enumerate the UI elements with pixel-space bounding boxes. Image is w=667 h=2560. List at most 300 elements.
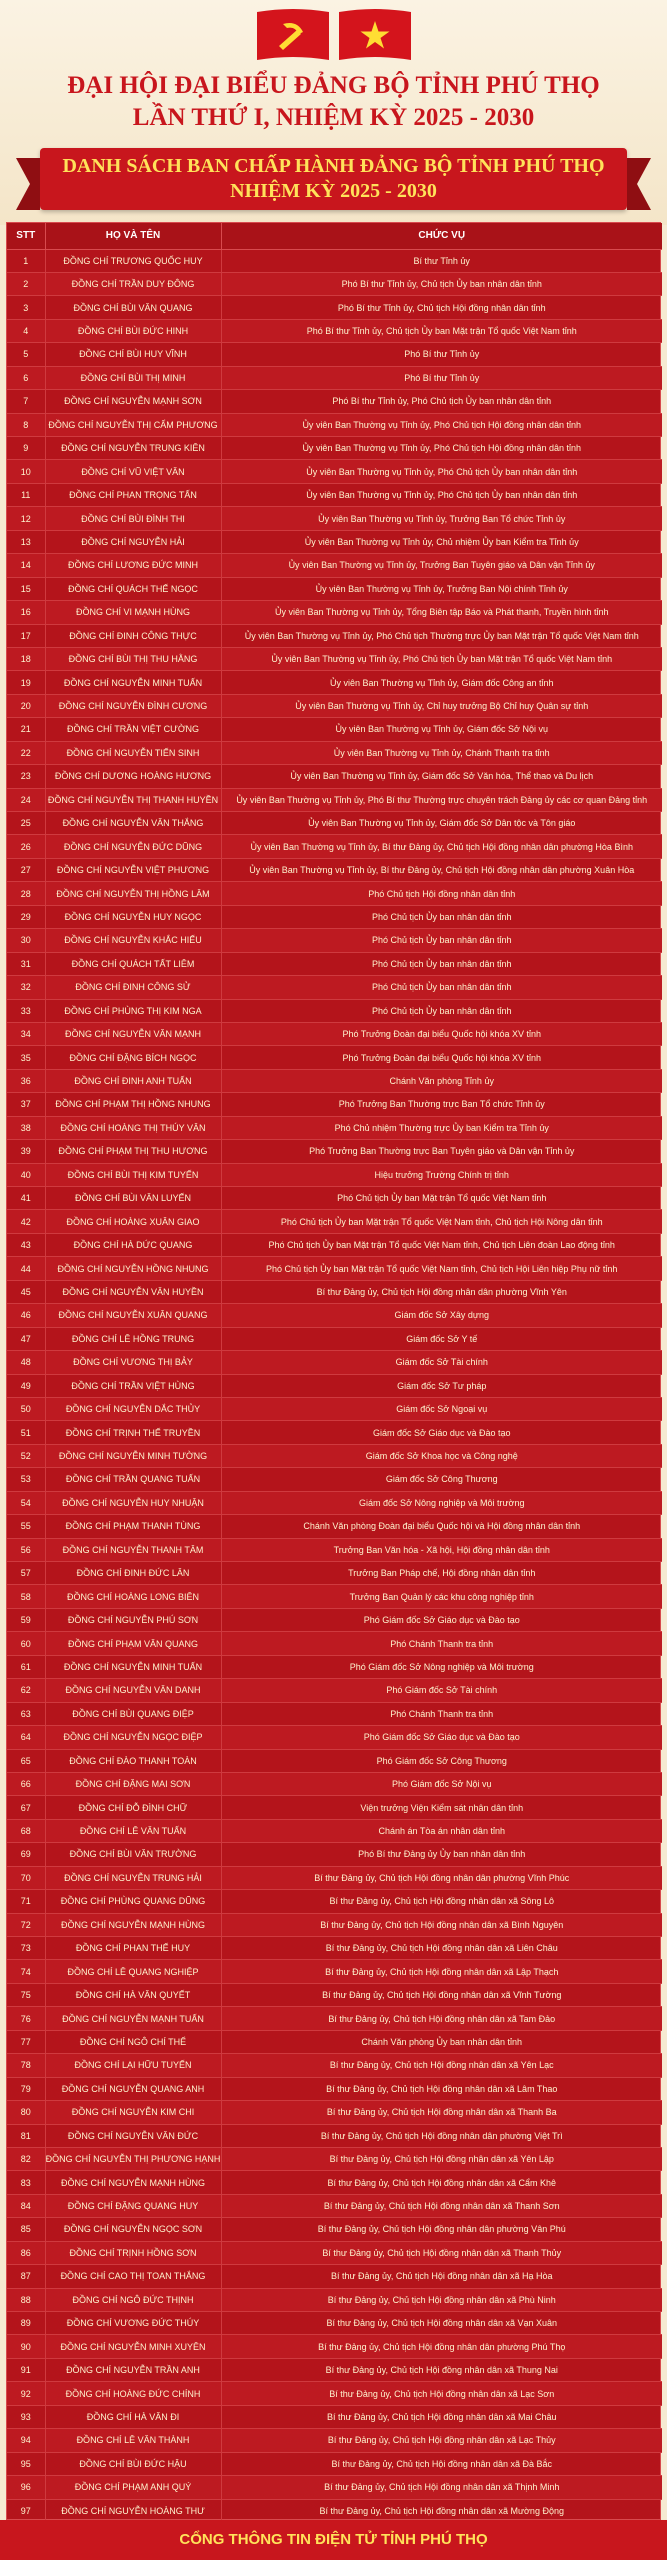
table-row xyxy=(7,1515,662,1538)
row-stt: 10 xyxy=(7,460,45,483)
row-name: ĐỒNG CHÍ ĐINH CÔNG SỬ xyxy=(45,976,221,999)
table-row xyxy=(7,460,662,483)
table-row xyxy=(7,647,662,670)
row-name: ĐỒNG CHÍ LÊ HỒNG TRUNG xyxy=(45,1327,221,1350)
row-name: ĐỒNG CHÍ NGUYỄN TRUNG HẢI xyxy=(45,1866,221,1889)
table-row xyxy=(7,718,662,741)
row-name: ĐỒNG CHÍ ĐINH ANH TUẤN xyxy=(45,1069,221,1092)
row-stt: 19 xyxy=(7,671,45,694)
row-stt: 50 xyxy=(7,1397,45,1420)
table-row xyxy=(7,366,662,389)
row-position: Phó Chủ tịch Ủy ban nhân dân tỉnh xyxy=(221,976,662,999)
table-row xyxy=(7,507,662,530)
row-stt: 54 xyxy=(7,1491,45,1514)
row-name: ĐỒNG CHÍ HÀ DỨC QUANG xyxy=(45,1233,221,1256)
row-stt: 15 xyxy=(7,577,45,600)
row-name: ĐỒNG CHÍ VŨ VIỆT VĂN xyxy=(45,460,221,483)
row-name: ĐỒNG CHÍ PHÙNG QUANG DŨNG xyxy=(45,1890,221,1913)
table-body xyxy=(7,249,662,2522)
column-header-stt: STT xyxy=(7,223,45,249)
row-name: ĐỒNG CHÍ HOÀNG LONG BIÊN xyxy=(45,1585,221,1608)
row-name: ĐỒNG CHÍ BÙI VĂN LUYẾN xyxy=(45,1187,221,1210)
row-name: ĐỒNG CHÍ NGUYỄN TIẾN SINH xyxy=(45,741,221,764)
row-stt: 95 xyxy=(7,2452,45,2475)
table-row xyxy=(7,812,662,835)
table-row xyxy=(7,2194,662,2217)
row-name: ĐỒNG CHÍ BÙI ĐỨC HẬU xyxy=(45,2452,221,2475)
row-name: ĐỒNG CHÍ NGÔ CHÍ THỂ xyxy=(45,2030,221,2053)
row-position: Giám đốc Sở Ngoại vụ xyxy=(221,1397,662,1420)
row-stt: 81 xyxy=(7,2124,45,2147)
table-row xyxy=(7,694,662,717)
row-stt: 89 xyxy=(7,2312,45,2335)
table-row xyxy=(7,1796,662,1819)
row-position: Bí thư Đảng ủy, Chủ tịch Hội đồng nhân dân xã Thịnh Minh xyxy=(221,2476,662,2499)
row-position: Phó Chủ tịch Ủy ban Mặt trận Tổ quốc Việt Nam tỉnh, Chủ tịch Hội Liên hiệp Phụ nữ tỉnh xyxy=(221,1257,662,1280)
row-stt: 85 xyxy=(7,2218,45,2241)
table-row xyxy=(7,1679,662,1702)
table-row xyxy=(7,530,662,553)
row-stt: 65 xyxy=(7,1749,45,1772)
row-name: ĐỒNG CHÍ ĐINH ĐỨC LÂN xyxy=(45,1562,221,1585)
row-stt: 12 xyxy=(7,507,45,530)
row-name: ĐỒNG CHÍ CAO THỊ TOAN THẮNG xyxy=(45,2265,221,2288)
table-row xyxy=(7,390,662,413)
row-stt: 69 xyxy=(7,1843,45,1866)
table-row xyxy=(7,1538,662,1561)
row-position: Bí thư Đảng ủy, Chủ tịch Hội đồng nhân dân phường Vân Phú xyxy=(221,2218,662,2241)
row-position: Hiệu trưởng Trường Chính trị tỉnh xyxy=(221,1163,662,1186)
table-row xyxy=(7,1444,662,1467)
row-name: ĐỒNG CHÍ LÊ QUANG NGHIỆP xyxy=(45,1960,221,1983)
row-stt: 28 xyxy=(7,882,45,905)
row-name: ĐỒNG CHÍ HÀ VĂN QUYẾT xyxy=(45,1983,221,2006)
row-name: ĐỒNG CHÍ VƯƠNG THỊ BẢY xyxy=(45,1351,221,1374)
row-name: ĐỒNG CHÍ ĐẶNG BÍCH NGỌC xyxy=(45,1046,221,1069)
row-stt: 48 xyxy=(7,1351,45,1374)
table-row xyxy=(7,624,662,647)
table-row xyxy=(7,2476,662,2499)
row-position: Phó Bí thư Tỉnh ủy xyxy=(221,343,662,366)
row-stt: 79 xyxy=(7,2077,45,2100)
row-stt: 9 xyxy=(7,437,45,460)
row-position: Phó Chủ tịch Ủy ban nhân dân tỉnh xyxy=(221,952,662,975)
member-table xyxy=(7,223,662,2523)
table-row xyxy=(7,2171,662,2194)
row-name: ĐỒNG CHÍ ĐINH CÔNG THỰC xyxy=(45,624,221,647)
row-position: Bí thư Đảng ủy, Chủ tịch Hội đồng nhân dân xã Bình Nguyên xyxy=(221,1913,662,1936)
row-position: Chánh án Tòa án nhân dân tỉnh xyxy=(221,1819,662,1842)
row-stt: 71 xyxy=(7,1890,45,1913)
row-name: ĐỒNG CHÍ NGUYỄN VIỆT PHƯƠNG xyxy=(45,858,221,881)
row-position: Phó Chủ tịch Ủy ban nhân dân tỉnh xyxy=(221,929,662,952)
table-header-row xyxy=(7,223,662,249)
row-name: ĐỒNG CHÍ VƯƠNG ĐỨC THÚY xyxy=(45,2312,221,2335)
row-stt: 20 xyxy=(7,694,45,717)
row-name: ĐỒNG CHÍ LÊ VĂN THÀNH xyxy=(45,2429,221,2452)
row-name: ĐỒNG CHÍ NGUYỄN MẠNH SƠN xyxy=(45,390,221,413)
row-name: ĐỒNG CHÍ NGUYỄN ĐÌNH CƯƠNG xyxy=(45,694,221,717)
row-stt: 32 xyxy=(7,976,45,999)
row-stt: 53 xyxy=(7,1468,45,1491)
row-position: Bí thư Đảng ủy, Chủ tịch Hội đồng nhân dân xã Lạc Sơn xyxy=(221,2382,662,2405)
row-stt: 25 xyxy=(7,812,45,835)
row-stt: 55 xyxy=(7,1515,45,1538)
row-position: Bí thư Đảng ủy, Chủ tịch Hội đồng nhân dân xã Liên Châu xyxy=(221,1937,662,1960)
table-row xyxy=(7,1468,662,1491)
row-name: ĐỒNG CHÍ ĐỖ ĐÌNH CHỮ xyxy=(45,1796,221,1819)
row-position: Giám đốc Sở Tư pháp xyxy=(221,1374,662,1397)
row-stt: 38 xyxy=(7,1116,45,1139)
row-stt: 94 xyxy=(7,2429,45,2452)
row-position: Phó Trưởng Ban Thường trực Ban Tổ chức Tỉnh ủy xyxy=(221,1093,662,1116)
row-stt: 4 xyxy=(7,319,45,342)
table-row xyxy=(7,1210,662,1233)
row-stt: 40 xyxy=(7,1163,45,1186)
row-name: ĐỒNG CHÍ NGUYỄN VĂN ĐỨC xyxy=(45,2124,221,2147)
row-position: Ủy viên Ban Thường vụ Tỉnh ủy, Phó Chủ tịch Ủy ban nhân dân tỉnh xyxy=(221,483,662,506)
row-stt: 35 xyxy=(7,1046,45,1069)
row-name: ĐỒNG CHÍ NGUYỄN MINH XUYÊN xyxy=(45,2335,221,2358)
row-position: Bí thư Đảng ủy, Chủ tịch Hội đồng nhân dân phường Phú Thọ xyxy=(221,2335,662,2358)
row-position: Giám đốc Sở Giáo dục và Đào tạo xyxy=(221,1421,662,1444)
row-name: ĐỒNG CHÍ DƯƠNG HOÀNG HƯƠNG xyxy=(45,765,221,788)
row-position: Phó Bí thư Tỉnh ủy, Chủ tịch Ủy ban nhân dân tỉnh xyxy=(221,272,662,295)
row-position: Ủy viên Ban Thường vụ Tỉnh ủy, Tổng Biên tập Báo và Phát thanh, Truyền hình tỉnh xyxy=(221,601,662,624)
row-position: Giám đốc Sở Y tế xyxy=(221,1327,662,1350)
table-row xyxy=(7,2007,662,2030)
table-row xyxy=(7,976,662,999)
row-name: ĐỒNG CHÍ ĐẶNG MAI SƠN xyxy=(45,1772,221,1795)
row-name: ĐỒNG CHÍ LẠI HỮU TUYẾN xyxy=(45,2054,221,2077)
table-row xyxy=(7,1304,662,1327)
table-row xyxy=(7,1397,662,1420)
row-position: Ủy viên Ban Thường vụ Tỉnh ủy, Chỉ huy trưởng Bộ Chỉ huy Quân sự tỉnh xyxy=(221,694,662,717)
row-stt: 11 xyxy=(7,483,45,506)
row-stt: 92 xyxy=(7,2382,45,2405)
table-row xyxy=(7,1022,662,1045)
row-position: Ủy viên Ban Thường vụ Tỉnh ủy, Giám đốc Sở Dân tộc và Tôn giáo xyxy=(221,812,662,835)
table-row xyxy=(7,1819,662,1842)
table-row xyxy=(7,343,662,366)
row-name: ĐỒNG CHÍ BÙI ĐỨC HINH xyxy=(45,319,221,342)
row-name: ĐỒNG CHÍ TRẦN VIỆT HÙNG xyxy=(45,1374,221,1397)
row-stt: 91 xyxy=(7,2358,45,2381)
table-row xyxy=(7,858,662,881)
row-stt: 14 xyxy=(7,554,45,577)
row-name: ĐỒNG CHÍ TRẦN QUANG TUẤN xyxy=(45,1468,221,1491)
title-line-2: LẦN THỨ I, NHIỆM KỲ 2025 - 2030 xyxy=(132,104,535,131)
column-header-position: CHỨC VỤ xyxy=(221,223,662,249)
row-stt: 72 xyxy=(7,1913,45,1936)
subtitle-line-1: DANH SÁCH BAN CHẤP HÀNH ĐẢNG BỘ TỈNH PHÚ THỌ xyxy=(62,155,605,177)
row-stt: 64 xyxy=(7,1726,45,1749)
row-name: ĐỒNG CHÍ BÙI ĐÌNH THI xyxy=(45,507,221,530)
row-name: ĐỒNG CHÍ NGUYỄN MẠNH TUẤN xyxy=(45,2007,221,2030)
row-position: Ủy viên Ban Thường vụ Tỉnh ủy, Chủ nhiệm Ủy ban Kiểm tra Tỉnh ủy xyxy=(221,530,662,553)
table-row xyxy=(7,2288,662,2311)
table-row xyxy=(7,999,662,1022)
row-position: Bí thư Đảng ủy, Chủ tịch Hội đồng nhân dân phường Vĩnh Phúc xyxy=(221,1866,662,1889)
row-stt: 44 xyxy=(7,1257,45,1280)
row-name: ĐỒNG CHÍ PHẠM ANH QUÝ xyxy=(45,2476,221,2499)
row-name: ĐỒNG CHÍ BÙI HUY VĨNH xyxy=(45,343,221,366)
row-position: Phó Giám đốc Sở Giáo dục và Đào tạo xyxy=(221,1608,662,1631)
row-name: ĐỒNG CHÍ ĐÀO THANH TOÀN xyxy=(45,1749,221,1772)
row-name: ĐỒNG CHÍ PHÙNG THỊ KIM NGA xyxy=(45,999,221,1022)
row-name: ĐỒNG CHÍ NGUYỄN MINH TUẤN xyxy=(45,671,221,694)
row-name: ĐỒNG CHÍ NGUYỄN THỊ CẨM PHƯƠNG xyxy=(45,413,221,436)
table-row xyxy=(7,1327,662,1350)
row-position: Bí thư Tỉnh ủy xyxy=(221,249,662,272)
row-stt: 86 xyxy=(7,2241,45,2264)
row-stt: 22 xyxy=(7,741,45,764)
row-position: Phó Trưởng Đoàn đại biểu Quốc hội khóa XV tỉnh xyxy=(221,1046,662,1069)
row-stt: 59 xyxy=(7,1608,45,1631)
row-position: Phó Bí thư Tỉnh ủy xyxy=(221,366,662,389)
table-row xyxy=(7,1913,662,1936)
row-stt: 41 xyxy=(7,1187,45,1210)
row-position: Viện trưởng Viện Kiểm sát nhân dân tỉnh xyxy=(221,1796,662,1819)
table-row xyxy=(7,741,662,764)
table-row xyxy=(7,1772,662,1795)
row-name: ĐỒNG CHÍ NGUYỄN THANH TÂM xyxy=(45,1538,221,1561)
row-stt: 63 xyxy=(7,1702,45,1725)
table-row xyxy=(7,2218,662,2241)
row-position: Bí thư Đảng ủy, Chủ tịch Hội đồng nhân dân xã Thanh Ba xyxy=(221,2101,662,2124)
row-stt: 74 xyxy=(7,1960,45,1983)
row-name: ĐỒNG CHÍ TRỊNH HỒNG SƠN xyxy=(45,2241,221,2264)
row-position: Phó Giám đốc Sở Công Thương xyxy=(221,1749,662,1772)
row-position: Giám đốc Sở Xây dựng xyxy=(221,1304,662,1327)
row-stt: 1 xyxy=(7,249,45,272)
row-stt: 88 xyxy=(7,2288,45,2311)
row-stt: 76 xyxy=(7,2007,45,2030)
table-row xyxy=(7,1608,662,1631)
table-row xyxy=(7,952,662,975)
row-position: Chánh Văn phòng Đoàn đại biểu Quốc hội và Hội đồng nhân dân tỉnh xyxy=(221,1515,662,1538)
subtitle xyxy=(40,154,627,204)
table-row xyxy=(7,882,662,905)
row-name: ĐỒNG CHÍ TRẦN VIỆT CƯỜNG xyxy=(45,718,221,741)
row-position: Phó Bí thư Tỉnh ủy, Chủ tịch Hội đồng nhân dân tỉnh xyxy=(221,296,662,319)
table-row xyxy=(7,2077,662,2100)
row-stt: 60 xyxy=(7,1632,45,1655)
row-name: ĐỒNG CHÍ BÙI VĂN TRƯỜNG xyxy=(45,1843,221,1866)
row-position: Bí thư Đảng ủy, Chủ tịch Hội đồng nhân dân xã Lập Thạch xyxy=(221,1960,662,1983)
row-name: ĐỒNG CHÍ NGUYỄN QUANG ANH xyxy=(45,2077,221,2100)
table-row xyxy=(7,1116,662,1139)
row-name: ĐỒNG CHÍ TRỊNH THẾ TRUYỀN xyxy=(45,1421,221,1444)
row-position: Bí thư Đảng ủy, Chủ tịch Hội đồng nhân dân xã Vĩnh Tường xyxy=(221,1983,662,2006)
table-row xyxy=(7,296,662,319)
table-row xyxy=(7,2499,662,2522)
row-stt: 93 xyxy=(7,2405,45,2428)
table-row xyxy=(7,929,662,952)
row-position: Giám đốc Sở Nông nghiệp và Môi trường xyxy=(221,1491,662,1514)
row-stt: 43 xyxy=(7,1233,45,1256)
row-position: Giám đốc Sở Công Thương xyxy=(221,1468,662,1491)
row-name: ĐỒNG CHÍ NGUYỄN HUY NGỌC xyxy=(45,905,221,928)
row-position: Phó Chủ tịch Ủy ban nhân dân tỉnh xyxy=(221,905,662,928)
row-name: ĐỒNG CHÍ BÙI THỊ THU HẰNG xyxy=(45,647,221,670)
row-name: ĐỒNG CHÍ BÙI THỊ MINH xyxy=(45,366,221,389)
row-name: ĐỒNG CHÍ TRẦN DUY ĐÔNG xyxy=(45,272,221,295)
row-position: Phó Giám đốc Sở Giáo dục và Đào tạo xyxy=(221,1726,662,1749)
row-name: ĐỒNG CHÍ BÙI VĂN QUANG xyxy=(45,296,221,319)
row-stt: 13 xyxy=(7,530,45,553)
row-name: ĐỒNG CHÍ NGUYỄN MINH TUẤN xyxy=(45,1655,221,1678)
row-position: Phó Chủ tịch Ủy ban nhân dân tỉnh xyxy=(221,999,662,1022)
row-stt: 70 xyxy=(7,1866,45,1889)
row-stt: 7 xyxy=(7,390,45,413)
table-row xyxy=(7,1351,662,1374)
row-stt: 31 xyxy=(7,952,45,975)
row-stt: 62 xyxy=(7,1679,45,1702)
row-name: ĐỒNG CHÍ NGUYỄN HOÀNG THƯ xyxy=(45,2499,221,2522)
row-stt: 80 xyxy=(7,2101,45,2124)
row-name: ĐỒNG CHÍ HOÀNG ĐỨC CHÍNH xyxy=(45,2382,221,2405)
row-position: Bí thư Đảng ủy, Chủ tịch Hội đồng nhân dân xã Yên Lạc xyxy=(221,2054,662,2077)
table-row xyxy=(7,2452,662,2475)
row-stt: 46 xyxy=(7,1304,45,1327)
row-stt: 17 xyxy=(7,624,45,647)
row-position: Phó Chủ tịch Ủy ban Mặt trận Tổ quốc Việt Nam tỉnh xyxy=(221,1187,662,1210)
row-stt: 26 xyxy=(7,835,45,858)
row-name: ĐỒNG CHÍ NGUYỄN TRẦN ANH xyxy=(45,2358,221,2381)
table-row xyxy=(7,1890,662,1913)
table-row xyxy=(7,1163,662,1186)
row-stt: 2 xyxy=(7,272,45,295)
table-row xyxy=(7,835,662,858)
table-row xyxy=(7,554,662,577)
table-row xyxy=(7,1562,662,1585)
row-stt: 45 xyxy=(7,1280,45,1303)
row-name: ĐỒNG CHÍ PHẠM THANH TÙNG xyxy=(45,1515,221,1538)
row-name: ĐỒNG CHÍ BÙI THỊ KIM TUYẾN xyxy=(45,1163,221,1186)
row-name: ĐỒNG CHÍ NGUYỄN NGỌC SƠN xyxy=(45,2218,221,2241)
table-row xyxy=(7,1257,662,1280)
table-row xyxy=(7,2101,662,2124)
table-row xyxy=(7,601,662,624)
row-name: ĐỒNG CHÍ NGUYỄN KIM CHI xyxy=(45,2101,221,2124)
table-row xyxy=(7,2124,662,2147)
row-position: Ủy viên Ban Thường vụ Tỉnh ủy, Phó Bí thư Thường trực chuyên trách Đảng ủy các cơ quan Đảng tỉnh xyxy=(221,788,662,811)
table-row xyxy=(7,319,662,342)
row-position: Phó Chủ tịch Hội đồng nhân dân tỉnh xyxy=(221,882,662,905)
row-position: Bí thư Đảng ủy, Chủ tịch Hội đồng nhân dân xã Hạ Hòa xyxy=(221,2265,662,2288)
row-position: Ủy viên Ban Thường vụ Tỉnh ủy, Giám đốc Sở Văn hóa, Thể thao và Du lịch xyxy=(221,765,662,788)
row-position: Ủy viên Ban Thường vụ Tỉnh ủy, Chánh Thanh tra tỉnh xyxy=(221,741,662,764)
table-row xyxy=(7,1937,662,1960)
row-stt: 78 xyxy=(7,2054,45,2077)
row-position: Phó Chánh Thanh tra tỉnh xyxy=(221,1702,662,1725)
row-position: Trưởng Ban Quản lý các khu công nghiệp tỉnh xyxy=(221,1585,662,1608)
row-name: ĐỒNG CHÍ NGUYỄN ĐỨC DŨNG xyxy=(45,835,221,858)
row-stt: 33 xyxy=(7,999,45,1022)
table-row xyxy=(7,577,662,600)
row-name: ĐỒNG CHÍ PHẠM VĂN QUANG xyxy=(45,1632,221,1655)
table-row xyxy=(7,1866,662,1889)
table-row xyxy=(7,2335,662,2358)
row-stt: 83 xyxy=(7,2171,45,2194)
table-row xyxy=(7,1843,662,1866)
table-row xyxy=(7,1233,662,1256)
row-stt: 5 xyxy=(7,343,45,366)
table-row xyxy=(7,483,662,506)
row-position: Ủy viên Ban Thường vụ Tỉnh ủy, Phó Chủ tịch Thường trực Ủy ban Mặt trận Tổ quốc Việt Nam tỉnh xyxy=(221,624,662,647)
row-stt: 37 xyxy=(7,1093,45,1116)
party-flag-icon xyxy=(253,4,415,66)
table-row xyxy=(7,1726,662,1749)
member-table-container xyxy=(6,222,661,2520)
row-position: Phó Chủ nhiệm Thường trực Ủy ban Kiểm tra Tỉnh ủy xyxy=(221,1116,662,1139)
row-name: ĐỒNG CHÍ NGUYỄN MẠNH HÙNG xyxy=(45,2171,221,2194)
row-position: Phó Giám đốc Sở Nông nghiệp và Môi trường xyxy=(221,1655,662,1678)
row-stt: 90 xyxy=(7,2335,45,2358)
table-row xyxy=(7,1749,662,1772)
row-stt: 8 xyxy=(7,413,45,436)
row-name: ĐỒNG CHÍ LÊ VĂN TUẤN xyxy=(45,1819,221,1842)
row-stt: 67 xyxy=(7,1796,45,1819)
page-title xyxy=(20,70,647,134)
row-position: Ủy viên Ban Thường vụ Tỉnh ủy, Giám đốc Công an tỉnh xyxy=(221,671,662,694)
row-position: Bí thư Đảng ủy, Chủ tịch Hội đồng nhân dân xã Thanh Thủy xyxy=(221,2241,662,2264)
row-name: ĐỒNG CHÍ NGUYỄN THỊ PHƯƠNG HẠNH xyxy=(45,2147,221,2170)
row-name: ĐỒNG CHÍ VI MẠNH HÙNG xyxy=(45,601,221,624)
row-position: Bí thư Đảng ủy, Chủ tịch Hội đồng nhân dân xã Sông Lô xyxy=(221,1890,662,1913)
row-name: ĐỒNG CHÍ PHAN THẾ HUY xyxy=(45,1937,221,1960)
page-footer: CỔNG THÔNG TIN ĐIỆN TỬ TỈNH PHÚ THỌ xyxy=(0,2520,667,2560)
row-stt: 66 xyxy=(7,1772,45,1795)
table-row xyxy=(7,905,662,928)
row-stt: 61 xyxy=(7,1655,45,1678)
table-row xyxy=(7,2241,662,2264)
table-row xyxy=(7,1960,662,1983)
row-stt: 49 xyxy=(7,1374,45,1397)
table-row xyxy=(7,765,662,788)
row-name: ĐỒNG CHÍ NGUYỄN MINH TƯỜNG xyxy=(45,1444,221,1467)
row-position: Ủy viên Ban Thường vụ Tỉnh ủy, Bí thư Đảng ủy, Chủ tịch Hội đồng nhân dân phường Xuân Hòa xyxy=(221,858,662,881)
row-stt: 21 xyxy=(7,718,45,741)
table-row xyxy=(7,1187,662,1210)
row-stt: 18 xyxy=(7,647,45,670)
row-name: ĐỒNG CHÍ BÙI QUANG ĐIỆP xyxy=(45,1702,221,1725)
row-name: ĐỒNG CHÍ ĐẶNG QUANG HUY xyxy=(45,2194,221,2217)
table-row xyxy=(7,1421,662,1444)
row-position: Giám đốc Sở Tài chính xyxy=(221,1351,662,1374)
row-name: ĐỒNG CHÍ HÀ VĂN ĐI xyxy=(45,2405,221,2428)
page-header xyxy=(0,0,667,225)
row-name: ĐỒNG CHÍ PHẠM THỊ HỒNG NHUNG xyxy=(45,1093,221,1116)
table-row xyxy=(7,272,662,295)
row-name: ĐỒNG CHÍ NGUYỄN VĂN DANH xyxy=(45,1679,221,1702)
title-line-1: ĐẠI HỘI ĐẠI BIỂU ĐẢNG BỘ TỈNH PHÚ THỌ xyxy=(67,72,600,99)
row-stt: 6 xyxy=(7,366,45,389)
table-row xyxy=(7,788,662,811)
row-stt: 24 xyxy=(7,788,45,811)
row-position: Phó Giám đốc Sở Nội vụ xyxy=(221,1772,662,1795)
table-row xyxy=(7,1655,662,1678)
row-position: Ủy viên Ban Thường vụ Tỉnh ủy, Phó Chủ tịch Ủy ban Mặt trận Tổ quốc Việt Nam tỉnh xyxy=(221,647,662,670)
row-stt: 27 xyxy=(7,858,45,881)
table-row xyxy=(7,2358,662,2381)
subtitle-banner xyxy=(40,148,627,210)
row-position: Bí thư Đảng ủy, Chủ tịch Hội đồng nhân dân xã Thung Nai xyxy=(221,2358,662,2381)
row-stt: 68 xyxy=(7,1819,45,1842)
table-row xyxy=(7,249,662,272)
row-name: ĐỒNG CHÍ PHAN TRỌNG TẤN xyxy=(45,483,221,506)
